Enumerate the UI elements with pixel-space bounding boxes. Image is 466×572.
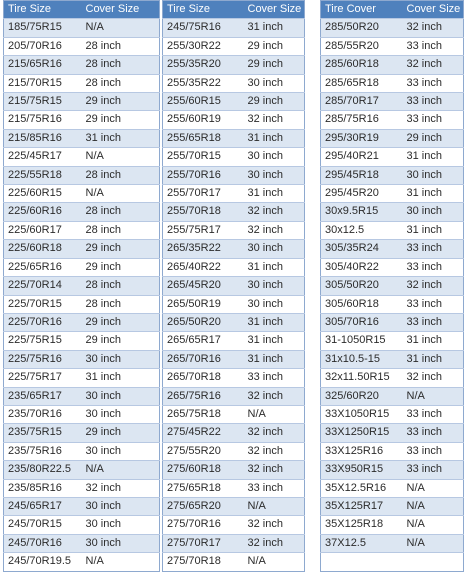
tire-size-cell: 33X1050R15 (321, 405, 403, 423)
header-cover-size: Cover Size (403, 1, 464, 19)
tire-size-cell: 295/45R20 (321, 185, 403, 203)
tire-size-cell: 265/75R18 (163, 405, 244, 423)
cover-size-cell (403, 553, 464, 571)
cover-size-cell: 28 inch (82, 166, 160, 184)
cover-size-cell: 30 inch (244, 166, 305, 184)
tire-size-cell: 215/70R15 (4, 74, 82, 92)
table-row (321, 56, 464, 74)
tire-size-cell: 235/75R15 (4, 424, 82, 442)
table-row (163, 129, 305, 147)
tire-size-cell: 285/60R18 (321, 56, 403, 74)
tire-size-cell: 225/75R16 (4, 350, 82, 368)
cover-size-cell: N/A (82, 461, 160, 479)
tire-size-cell: 235/75R16 (4, 442, 82, 460)
table-row (163, 313, 305, 331)
cover-size-cell: N/A (403, 479, 464, 497)
table-row (321, 74, 464, 92)
cover-size-cell: 32 inch (82, 479, 160, 497)
table-row (4, 553, 160, 571)
tire-size-cell: 255/70R15 (163, 148, 244, 166)
tire-size-cell: 255/75R17 (163, 221, 244, 239)
table-row (321, 442, 464, 460)
table-row (321, 516, 464, 534)
table-row (163, 56, 305, 74)
cover-size-cell: 33 inch (244, 369, 305, 387)
tire-size-cell: 255/70R17 (163, 185, 244, 203)
table-row (321, 332, 464, 350)
tire-size-cell: 245/70R15 (4, 516, 82, 534)
tire-size-cell: 265/45R20 (163, 277, 244, 295)
cover-size-cell: 28 inch (82, 74, 160, 92)
tire-size-cell: 255/35R20 (163, 56, 244, 74)
table-row (321, 129, 464, 147)
table-row (4, 93, 160, 111)
tire-size-cell: 33X125R16 (321, 442, 403, 460)
table-row (163, 148, 305, 166)
table-row (321, 313, 464, 331)
table-row (4, 461, 160, 479)
cover-size-cell: 31 inch (244, 313, 305, 331)
table-row (321, 19, 464, 37)
table-row (163, 442, 305, 460)
cover-size-cell: 28 inch (82, 295, 160, 313)
table-row (321, 295, 464, 313)
cover-size-cell: 29 inch (244, 37, 305, 55)
cover-size-cell: 30 inch (244, 240, 305, 258)
table-header-row (4, 1, 160, 19)
tire-size-cell: 215/75R16 (4, 111, 82, 129)
cover-size-cell: N/A (244, 405, 305, 423)
tire-size-cell: 225/70R14 (4, 277, 82, 295)
table-row (321, 424, 464, 442)
cover-size-cell: N/A (403, 387, 464, 405)
table-row (321, 277, 464, 295)
tire-size-cell: 305/35R24 (321, 240, 403, 258)
tire-size-cell: 255/60R15 (163, 93, 244, 111)
cover-size-cell: N/A (244, 497, 305, 515)
table-row (4, 37, 160, 55)
tire-size-cell: 275/45R22 (163, 424, 244, 442)
tire-size-cell: 35X12.5R16 (321, 479, 403, 497)
cover-size-cell: 33 inch (403, 442, 464, 460)
tire-size-cell: 255/35R22 (163, 74, 244, 92)
tire-size-cell: 205/70R16 (4, 37, 82, 55)
table-row (163, 37, 305, 55)
table-row (163, 221, 305, 239)
table-row (4, 313, 160, 331)
tire-size-cell: 305/40R22 (321, 258, 403, 276)
cover-size-cell: 32 inch (403, 19, 464, 37)
cover-size-cell: 29 inch (244, 93, 305, 111)
cover-size-cell: 31 inch (82, 129, 160, 147)
tire-table-3 (320, 0, 464, 572)
tire-size-cell: 235/65R17 (4, 387, 82, 405)
tire-size-cell: 225/60R15 (4, 185, 82, 203)
tire-size-cell: 215/75R15 (4, 93, 82, 111)
table-row (4, 350, 160, 368)
cover-size-cell: N/A (82, 553, 160, 571)
cover-size-cell: 32 inch (244, 111, 305, 129)
tire-size-cell: 265/40R22 (163, 258, 244, 276)
tire-size-cell: 275/70R17 (163, 534, 244, 552)
cover-size-cell: 32 inch (244, 534, 305, 552)
tire-size-cell: 255/60R19 (163, 111, 244, 129)
tire-size-cell: 255/70R16 (163, 166, 244, 184)
table-row (4, 56, 160, 74)
cover-size-cell: 31 inch (244, 258, 305, 276)
table-row (321, 258, 464, 276)
table-row (4, 185, 160, 203)
table-row (4, 516, 160, 534)
tire-size-cell: 245/65R17 (4, 497, 82, 515)
cover-size-cell: 30 inch (82, 497, 160, 515)
cover-size-cell: 31 inch (403, 185, 464, 203)
tire-size-cell: 255/70R18 (163, 203, 244, 221)
tire-size-cell: 265/70R16 (163, 350, 244, 368)
tire-size-cell: 245/75R16 (163, 19, 244, 37)
table-row (4, 295, 160, 313)
table-row (4, 332, 160, 350)
tire-size-cell: 295/40R21 (321, 148, 403, 166)
cover-size-cell: 30 inch (82, 442, 160, 460)
tire-size-cell: 245/70R19.5 (4, 553, 82, 571)
cover-size-cell: 28 inch (82, 203, 160, 221)
table-row (163, 387, 305, 405)
table-row (321, 534, 464, 552)
tire-size-cell: 225/70R16 (4, 313, 82, 331)
table-row (163, 424, 305, 442)
cover-size-cell: 31 inch (244, 19, 305, 37)
cover-size-cell: 29 inch (82, 313, 160, 331)
tire-size-cell: 265/50R20 (163, 313, 244, 331)
tire-size-cell: 325/60R20 (321, 387, 403, 405)
cover-size-cell: 31 inch (244, 332, 305, 350)
table-row (321, 93, 464, 111)
cover-size-cell: 33 inch (244, 479, 305, 497)
tire-size-cell: 285/55R20 (321, 37, 403, 55)
tire-size-cell: 225/60R17 (4, 221, 82, 239)
table-row (163, 258, 305, 276)
cover-size-cell: 29 inch (82, 424, 160, 442)
tire-size-cell: 225/70R15 (4, 295, 82, 313)
tire-size-cell: 32x11.50R15 (321, 369, 403, 387)
tire-size-cell: 215/65R16 (4, 56, 82, 74)
table-row (4, 203, 160, 221)
tire-size-cell: 35X125R18 (321, 516, 403, 534)
tire-size-cell: 265/35R22 (163, 240, 244, 258)
table-row (4, 148, 160, 166)
table-row (4, 19, 160, 37)
table-row (321, 221, 464, 239)
tire-size-cell: 285/75R16 (321, 111, 403, 129)
cover-size-cell: N/A (403, 534, 464, 552)
table-row (4, 534, 160, 552)
cover-size-cell: 33 inch (403, 461, 464, 479)
cover-size-cell: 30 inch (403, 166, 464, 184)
table-row (4, 369, 160, 387)
table-row (163, 203, 305, 221)
tire-size-cell: 255/30R22 (163, 37, 244, 55)
tire-size-cell: 225/45R17 (4, 148, 82, 166)
cover-size-cell: 30 inch (82, 405, 160, 423)
table-row (4, 166, 160, 184)
table-row (321, 405, 464, 423)
tire-size-cell: 225/65R16 (4, 258, 82, 276)
table-row (163, 111, 305, 129)
tire-size-cell: 31x10.5-15 (321, 350, 403, 368)
cover-size-cell: 30 inch (82, 387, 160, 405)
cover-size-cell: 31 inch (403, 350, 464, 368)
table-row (4, 479, 160, 497)
tire-size-cell: 235/70R16 (4, 405, 82, 423)
tire-size-cell: 235/80R22.5 (4, 461, 82, 479)
cover-size-cell: 33 inch (403, 111, 464, 129)
table-row (163, 240, 305, 258)
cover-size-cell: 28 inch (82, 56, 160, 74)
table-row (321, 553, 464, 571)
cover-size-cell: 31 inch (244, 129, 305, 147)
table-row (321, 185, 464, 203)
table-row (321, 387, 464, 405)
table-row (4, 497, 160, 515)
header-tire-size: Tire Size (4, 1, 82, 19)
cover-size-cell: 30 inch (244, 277, 305, 295)
table-row (321, 479, 464, 497)
cover-size-cell: N/A (82, 185, 160, 203)
cover-size-cell: 33 inch (403, 295, 464, 313)
cover-size-cell: 31 inch (82, 369, 160, 387)
cover-size-cell: 29 inch (82, 332, 160, 350)
table-row (163, 497, 305, 515)
table-row (321, 203, 464, 221)
tire-size-cell: 275/65R20 (163, 497, 244, 515)
cover-size-cell: 30 inch (244, 148, 305, 166)
cover-size-cell: 32 inch (244, 461, 305, 479)
cover-size-cell: N/A (82, 19, 160, 37)
table-row (163, 332, 305, 350)
cover-size-cell: 30 inch (82, 534, 160, 552)
cover-size-cell: 33 inch (403, 405, 464, 423)
tire-size-cell: 275/70R18 (163, 553, 244, 571)
tire-size-cell: 285/70R17 (321, 93, 403, 111)
table-row (4, 277, 160, 295)
table-row (321, 240, 464, 258)
table-row (163, 277, 305, 295)
cover-size-cell: 30 inch (244, 295, 305, 313)
table-row (163, 19, 305, 37)
cover-size-cell: 28 inch (82, 37, 160, 55)
cover-size-cell: 30 inch (244, 74, 305, 92)
table-row (4, 74, 160, 92)
table-row (321, 111, 464, 129)
cover-size-cell: 31 inch (244, 185, 305, 203)
cover-size-cell: 28 inch (82, 277, 160, 295)
table-row (163, 461, 305, 479)
cover-size-cell: 33 inch (403, 37, 464, 55)
cover-size-cell: 32 inch (244, 387, 305, 405)
table-row (321, 148, 464, 166)
tire-size-cell: 265/70R18 (163, 369, 244, 387)
tire-size-cell: 305/60R18 (321, 295, 403, 313)
header-tire-size: Tire Size (163, 1, 244, 19)
tire-size-cell: 305/70R16 (321, 313, 403, 331)
table-row (4, 424, 160, 442)
tire-size-cell: 255/65R18 (163, 129, 244, 147)
table-header-row (163, 1, 305, 19)
tire-size-cell: 305/50R20 (321, 277, 403, 295)
cover-size-cell: 30 inch (82, 350, 160, 368)
cover-size-cell: 29 inch (244, 56, 305, 74)
cover-size-cell: 32 inch (244, 516, 305, 534)
table-row (4, 111, 160, 129)
table-row (321, 497, 464, 515)
table-row (163, 350, 305, 368)
table-row (163, 74, 305, 92)
table-row (321, 369, 464, 387)
table-row (163, 479, 305, 497)
tire-size-cell: 285/50R20 (321, 19, 403, 37)
cover-size-cell: 32 inch (244, 203, 305, 221)
table-row (4, 129, 160, 147)
cover-size-cell: N/A (403, 497, 464, 515)
table-row (321, 461, 464, 479)
cover-size-cell: 29 inch (403, 129, 464, 147)
tire-size-cell: 285/65R18 (321, 74, 403, 92)
tire-size-cell: 31-1050R15 (321, 332, 403, 350)
table-row (163, 185, 305, 203)
tire-size-cell: 295/45R18 (321, 166, 403, 184)
cover-size-cell: 32 inch (403, 56, 464, 74)
table-row (4, 442, 160, 460)
table-header-row (321, 1, 464, 19)
tire-size-cell: 265/50R19 (163, 295, 244, 313)
tire-size-cell: 225/60R18 (4, 240, 82, 258)
tire-table-1 (3, 0, 160, 572)
table-row (163, 405, 305, 423)
tire-size-cell: 35X125R17 (321, 497, 403, 515)
tire-size-cell: 215/85R16 (4, 129, 82, 147)
cover-size-cell: 32 inch (244, 442, 305, 460)
tire-size-cell: 185/75R15 (4, 19, 82, 37)
header-tire-cover: Tire Cover (321, 1, 403, 19)
tire-size-cell: 33X1250R15 (321, 424, 403, 442)
tire-size-cell: 235/85R16 (4, 479, 82, 497)
table-row (163, 93, 305, 111)
cover-size-cell: 33 inch (403, 424, 464, 442)
cover-size-cell: 29 inch (82, 111, 160, 129)
tire-size-cell: 37X12.5 (321, 534, 403, 552)
tire-size-cell (321, 553, 403, 571)
tire-size-cell: 265/75R16 (163, 387, 244, 405)
cover-size-cell: 28 inch (82, 221, 160, 239)
cover-size-cell: 33 inch (403, 313, 464, 331)
table-row (321, 166, 464, 184)
tire-size-cell: 275/65R18 (163, 479, 244, 497)
table-row (321, 350, 464, 368)
table-row (163, 166, 305, 184)
header-cover-size: Cover Size (82, 1, 160, 19)
header-cover-size: Cover Size (244, 1, 305, 19)
table-row (321, 37, 464, 55)
tire-size-cell: 275/60R18 (163, 461, 244, 479)
tire-size-cell: 33X950R15 (321, 461, 403, 479)
table-row (4, 405, 160, 423)
tire-size-cell: 225/55R18 (4, 166, 82, 184)
table-row (4, 221, 160, 239)
cover-size-cell: 30 inch (403, 203, 464, 221)
table-row (163, 516, 305, 534)
table-row (163, 295, 305, 313)
tire-size-cell: 30x12.5 (321, 221, 403, 239)
table-row (4, 387, 160, 405)
cover-size-cell: 29 inch (82, 258, 160, 276)
cover-size-cell: N/A (82, 148, 160, 166)
table-row (163, 553, 305, 571)
tire-table-2 (162, 0, 305, 572)
tire-size-cell: 30x9.5R15 (321, 203, 403, 221)
tire-size-cell: 225/60R16 (4, 203, 82, 221)
tire-size-cell: 295/30R19 (321, 129, 403, 147)
tire-size-cell: 275/70R16 (163, 516, 244, 534)
cover-size-cell: N/A (244, 553, 305, 571)
cover-size-cell: 29 inch (82, 240, 160, 258)
cover-size-cell: 33 inch (403, 74, 464, 92)
cover-size-cell: 31 inch (403, 332, 464, 350)
table-row (4, 240, 160, 258)
tire-size-cell: 225/75R17 (4, 369, 82, 387)
tire-size-cell: 275/55R20 (163, 442, 244, 460)
tire-size-cell: 265/65R17 (163, 332, 244, 350)
cover-size-cell: 32 inch (403, 277, 464, 295)
tire-size-cell: 245/70R16 (4, 534, 82, 552)
cover-size-cell: 31 inch (403, 148, 464, 166)
table-row (4, 258, 160, 276)
cover-size-cell: 29 inch (82, 93, 160, 111)
cover-size-cell: N/A (403, 516, 464, 534)
cover-size-cell: 32 inch (244, 424, 305, 442)
cover-size-cell: 32 inch (403, 369, 464, 387)
table-row (163, 534, 305, 552)
cover-size-cell: 31 inch (244, 350, 305, 368)
cover-size-cell: 31 inch (403, 221, 464, 239)
table-row (163, 369, 305, 387)
cover-size-cell: 30 inch (82, 516, 160, 534)
cover-size-cell: 33 inch (403, 93, 464, 111)
cover-size-cell: 33 inch (403, 240, 464, 258)
cover-size-cell: 32 inch (244, 221, 305, 239)
tire-size-cell: 225/75R15 (4, 332, 82, 350)
cover-size-cell: 33 inch (403, 258, 464, 276)
